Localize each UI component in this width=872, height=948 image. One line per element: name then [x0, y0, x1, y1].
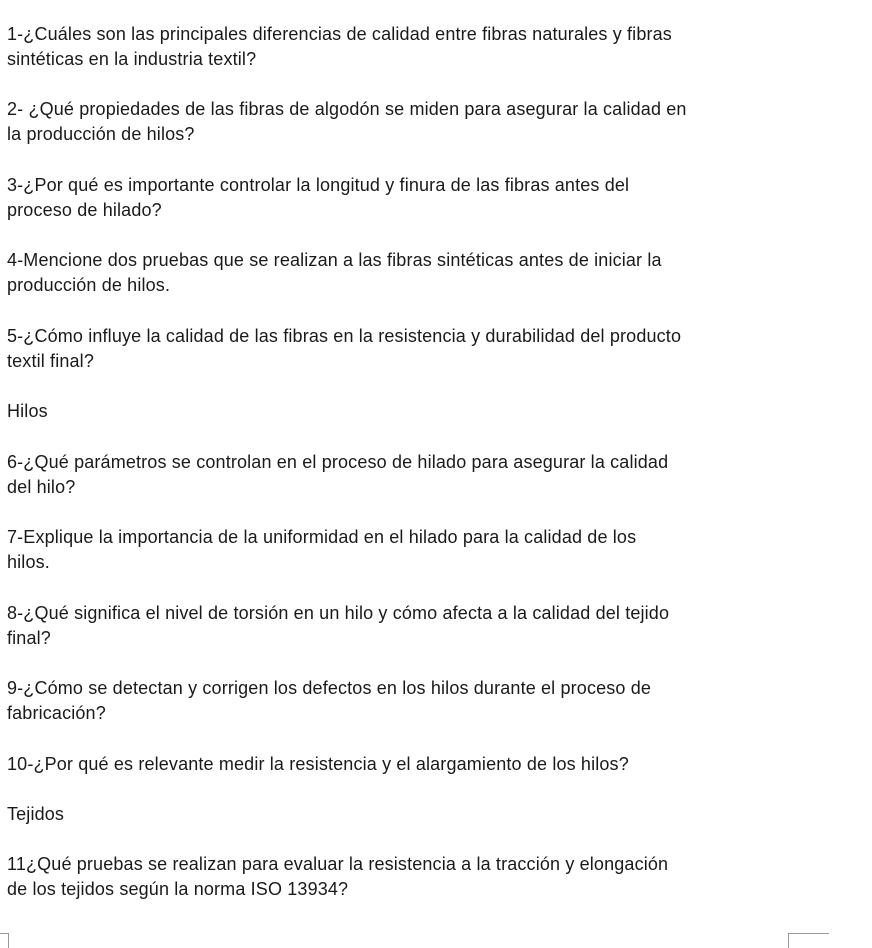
question-5	[7, 324, 681, 374]
question-3	[7, 173, 629, 223]
question-5-line-2: textil final?	[7, 351, 94, 371]
question-4	[7, 248, 662, 298]
question-3-line-2: proceso de hilado?	[7, 200, 162, 220]
question-6	[7, 450, 668, 500]
question-4-line-2: producción de hilos.	[7, 275, 171, 295]
question-8-line-2: final?	[7, 628, 51, 648]
page-corner-mark-left	[0, 933, 9, 948]
question-2-line-2: la producción de hilos?	[7, 124, 195, 144]
question-7-line-1: 7-Explique la importancia de la uniformidad en el hilado para la calidad de los	[7, 527, 637, 547]
section-heading-hilos-text: Hilos	[7, 401, 48, 421]
question-7-line-2: hilos.	[7, 552, 50, 572]
section-heading-hilos	[7, 399, 48, 424]
question-11	[7, 852, 668, 902]
question-9-line-2: fabricación?	[7, 703, 106, 723]
section-heading-tejidos-text: Tejidos	[7, 804, 65, 824]
question-3-line-1: 3-¿Por qué es importante controlar la longitud y finura de las fibras antes del	[7, 175, 630, 195]
question-9	[7, 676, 651, 726]
question-2-line-1: 2- ¿Qué propiedades de las fibras de algodón se miden para asegurar la calidad en	[7, 99, 687, 119]
question-10	[7, 752, 629, 777]
question-8	[7, 601, 669, 651]
question-11-line-1: 11¿Qué pruebas se realizan para evaluar la resistencia a la tracción y elongación	[7, 854, 669, 874]
question-1	[7, 22, 672, 72]
question-6-line-2: del hilo?	[7, 477, 76, 497]
question-4-line-1: 4-Mencione dos pruebas que se realizan a las fibras sintéticas antes de iniciar la	[7, 250, 662, 270]
question-5-line-1: 5-¿Cómo influye la calidad de las fibras en la resistencia y durabilidad del producto	[7, 326, 682, 346]
question-9-line-1: 9-¿Cómo se detectan y corrigen los defectos en los hilos durante el proceso de	[7, 678, 652, 698]
section-heading-tejidos	[7, 802, 64, 827]
question-8-line-1: 8-¿Qué significa el nivel de torsión en un hilo y cómo afecta a la calidad del tejido	[7, 603, 670, 623]
question-10-line-1: 10-¿Por qué es relevante medir la resistencia y el alargamiento de los hilos?	[7, 754, 629, 774]
question-11-line-2: de los tejidos según la norma ISO 13934?	[7, 879, 349, 899]
question-1-line-1: 1-¿Cuáles son las principales diferencias de calidad entre fibras naturales y fibras	[7, 24, 672, 44]
page-corner-mark-right	[788, 933, 829, 948]
question-6-line-1: 6-¿Qué parámetros se controlan en el proceso de hilado para asegurar la calidad	[7, 452, 669, 472]
question-7	[7, 525, 636, 575]
question-2	[7, 97, 687, 147]
question-1-line-2: sintéticas en la industria textil?	[7, 49, 257, 69]
